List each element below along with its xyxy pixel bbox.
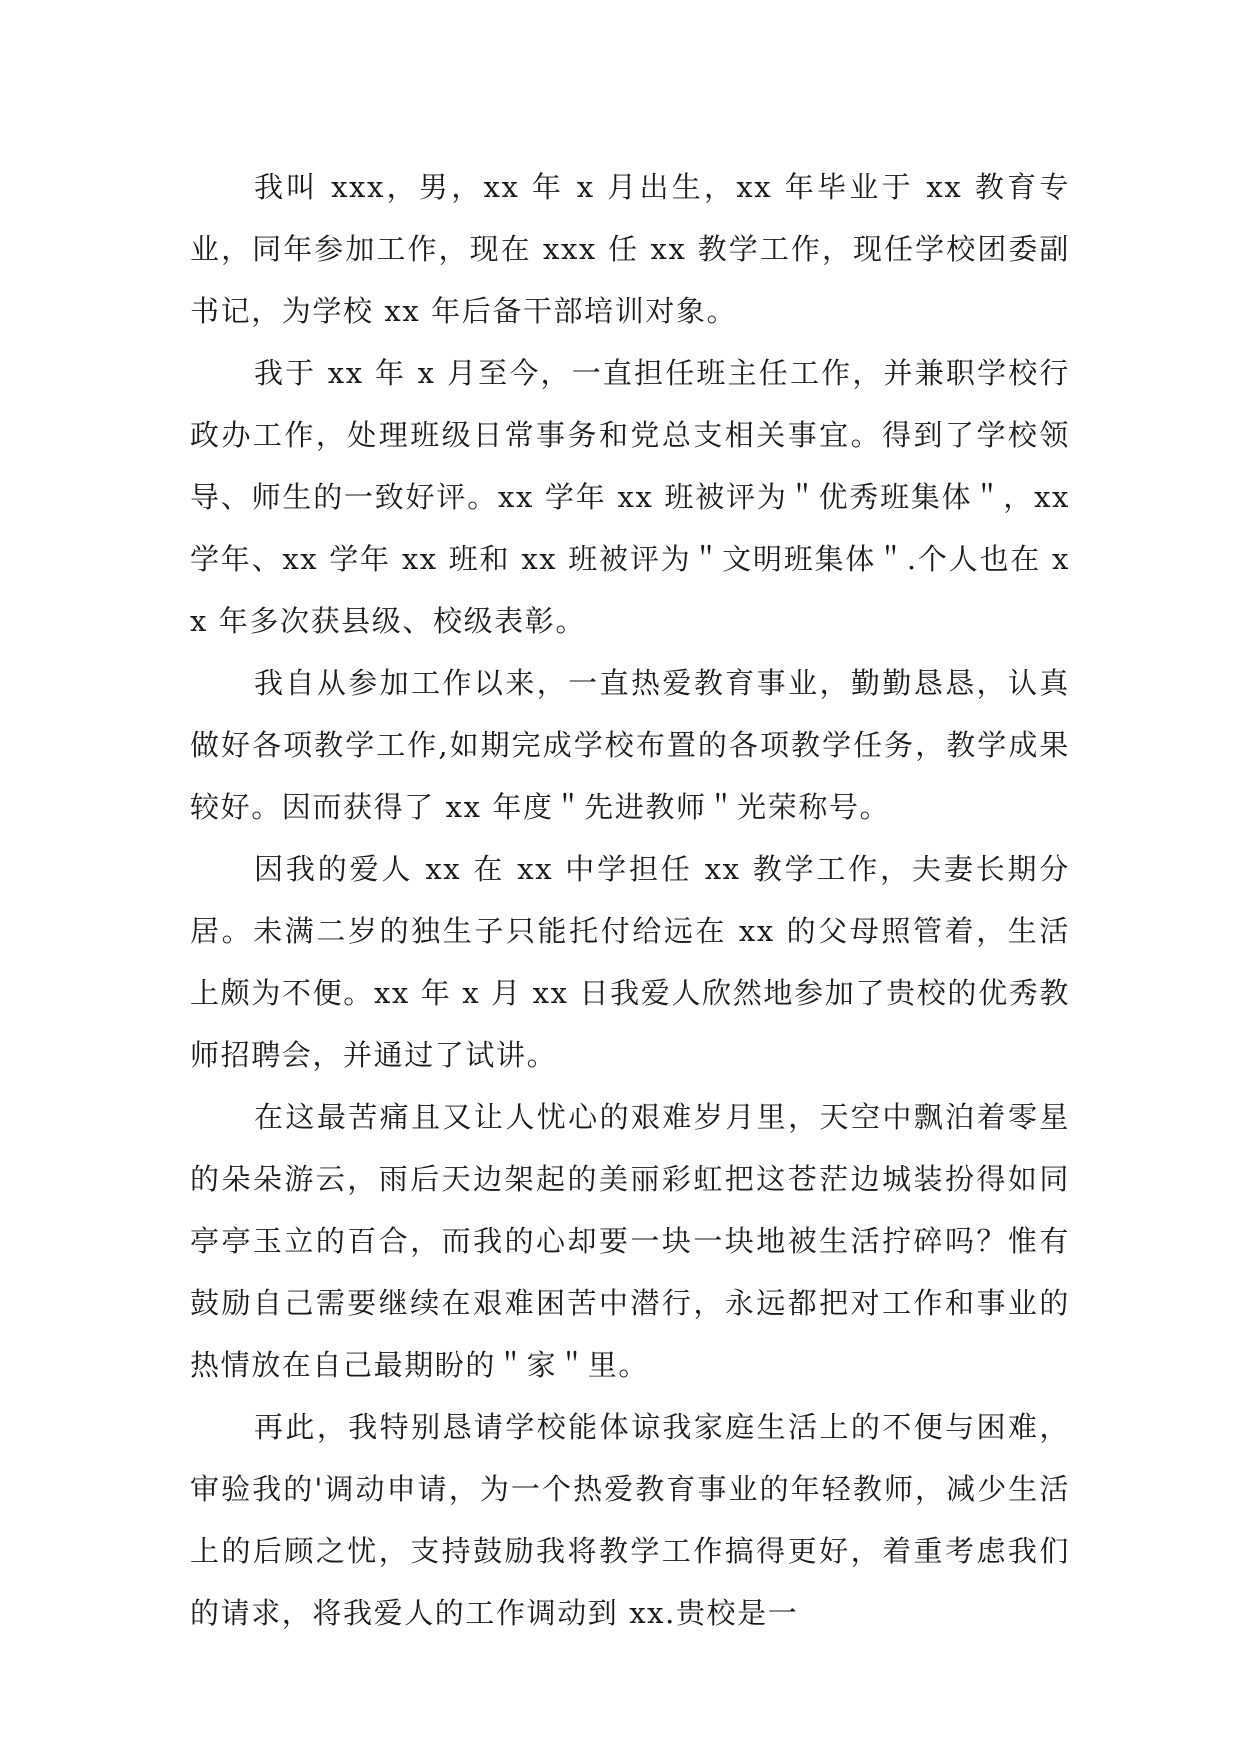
paragraph-work-history: 我于 xx 年 x 月至今，一直担任班主任工作，并兼职学校行政办工作，处理班级日常事务和党总支相关事宜。得到了学校领导、师生的一致好评。xx 学年 xx 班被评为＂优秀班集体＂，xx 学年、xx 学年 xx 班和 xx 班被评为＂文明班集体＂.个人也在 xx 年多次获县级、校级表彰。 [190,356,1070,638]
paragraph-reflection: 在这最苦痛且又让人忧心的艰难岁月里，天空中飘泊着零星的朵朵游云，雨后天边架起的美丽彩虹把这苍茫边城装扮得如同亭亭玉立的百合，而我的心却要一块一块地被生活拧碎吗？惟有鼓励自己需要继续在艰难困苦中潜行，永远都把对工作和事业的热情放在自己最期盼的＂家＂里。 [190,1100,1070,1382]
paragraph-personal-info: 我叫 xxx，男，xx 年 x 月出生，xx 年毕业于 xx 教育专业，同年参加工作，现在 xxx 任 xx 教学工作，现任学校团委副书记，为学校 xx 年后备干部培训对象。 [190,170,1070,328]
document-body [190,156,1070,1644]
paragraph-teaching-achievements: 我自从参加工作以来，一直热爱教育事业，勤勤恳恳，认真做好各项教学工作,如期完成学校布置的各项教学任务，教学成果较好。因而获得了 xx 年度＂先进教师＂光荣称号。 [190,666,1070,824]
paragraph-family-situation: 因我的爱人 xx 在 xx 中学担任 xx 教学工作，夫妻长期分居。未满二岁的独生子只能托付给远在 xx 的父母照管着，生活上颇为不便。xx 年 x 月 xx 日我爱人欣然地参加了贵校的优秀教师招聘会，并通过了试讲。 [190,852,1070,1072]
paragraph-request: 再此，我特别恳请学校能体谅我家庭生活上的不便与困难，审验我的'调动申请，为一个热爱教育事业的年轻教师，减少生活上的后顾之忧，支持鼓励我将教学工作搞得更好，着重考虑我们的请求，将我爱人的工作调动到 xx.贵校是一 [190,1410,1070,1630]
